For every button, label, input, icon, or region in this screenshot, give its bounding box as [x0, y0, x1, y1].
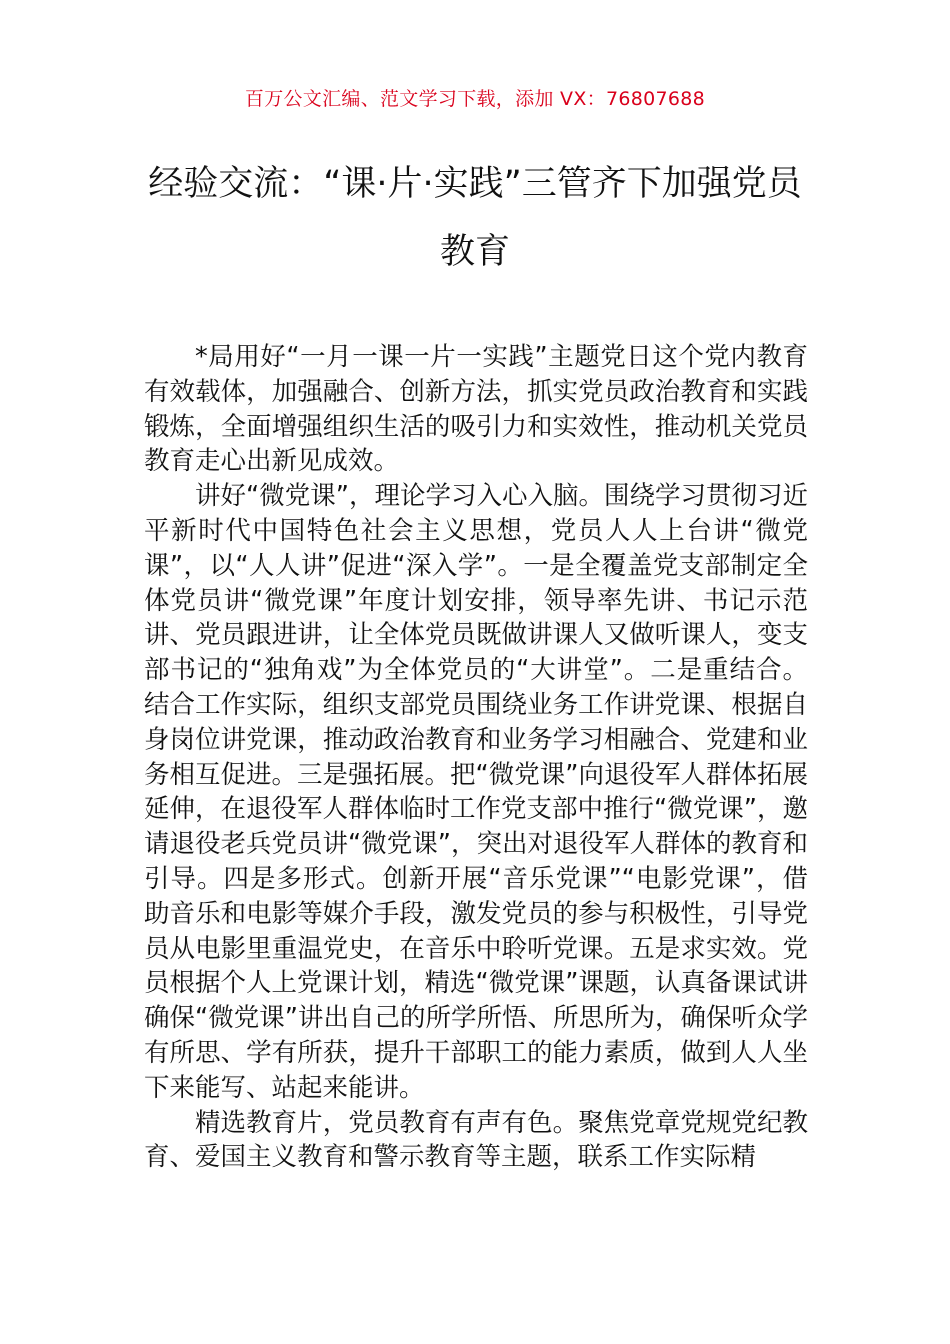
- body-paragraph: 讲好“微党课”，理论学习入心入脑。围绕学习贯彻习近平新时代中国特色社会主义思想，党员人人上台讲“微党课”，以“人人讲”促进“深入学”。一是全覆盖党支部制定全体党员讲“微党课”年度计划安排，领导率先讲、书记示范讲、党员跟进讲，让全体党员既做讲课人又做听课人，变支部书记的“独角戏”为全体党员的“大讲堂”。二是重结合。结合工作实际，组织支部党员围绕业务工作讲党课、根据自身岗位讲党课，推动政治教育和业务学习相融合、党建和业务相互促进。三是强拓展。把“微党课”向退役军人群体拓展延伸，在退役军人群体临时工作党支部中推行“微党课”，邀请退役老兵党员讲“微党课”，突出对退役军人群体的教育和引导。四是多形式。创新开展“音乐党课”“电影党课”，借助音乐和电影等媒介手段，激发党员的参与积极性，引导党员从电影里重温党史，在音乐中聆听党课。五是求实效。党员根据个人上党课计划，精选“微党课”课题，认真备课试讲确保“微党课”讲出自己的所学所悟、所思所为，确保听众学有所思、学有所获，提升干部职工的能力素质，做到人人坐下来能写、站起来能讲。: [144, 481, 808, 1103]
- document-title: 经验交流：“课·片·实践”三管齐下加强党员教育: [148, 164, 802, 272]
- body-paragraph: *局用好“一月一课一片一实践”主题党日这个党内教育有效载体，加强融合、创新方法，抓实党员政治教育和实践锻炼，全面增强组织生活的吸引力和实效性，推动机关党员教育走心出新见成效。: [144, 342, 808, 477]
- body-paragraph: 精选教育片，党员教育有声有色。聚焦党章党规党纪教育、爱国主义教育和警示教育等主题，联系工作实际精: [144, 1107, 808, 1173]
- document-body: [144, 340, 808, 1175]
- header-note: 百万公文汇编、范文学习下载，添加 VX：76807688: [244, 88, 706, 110]
